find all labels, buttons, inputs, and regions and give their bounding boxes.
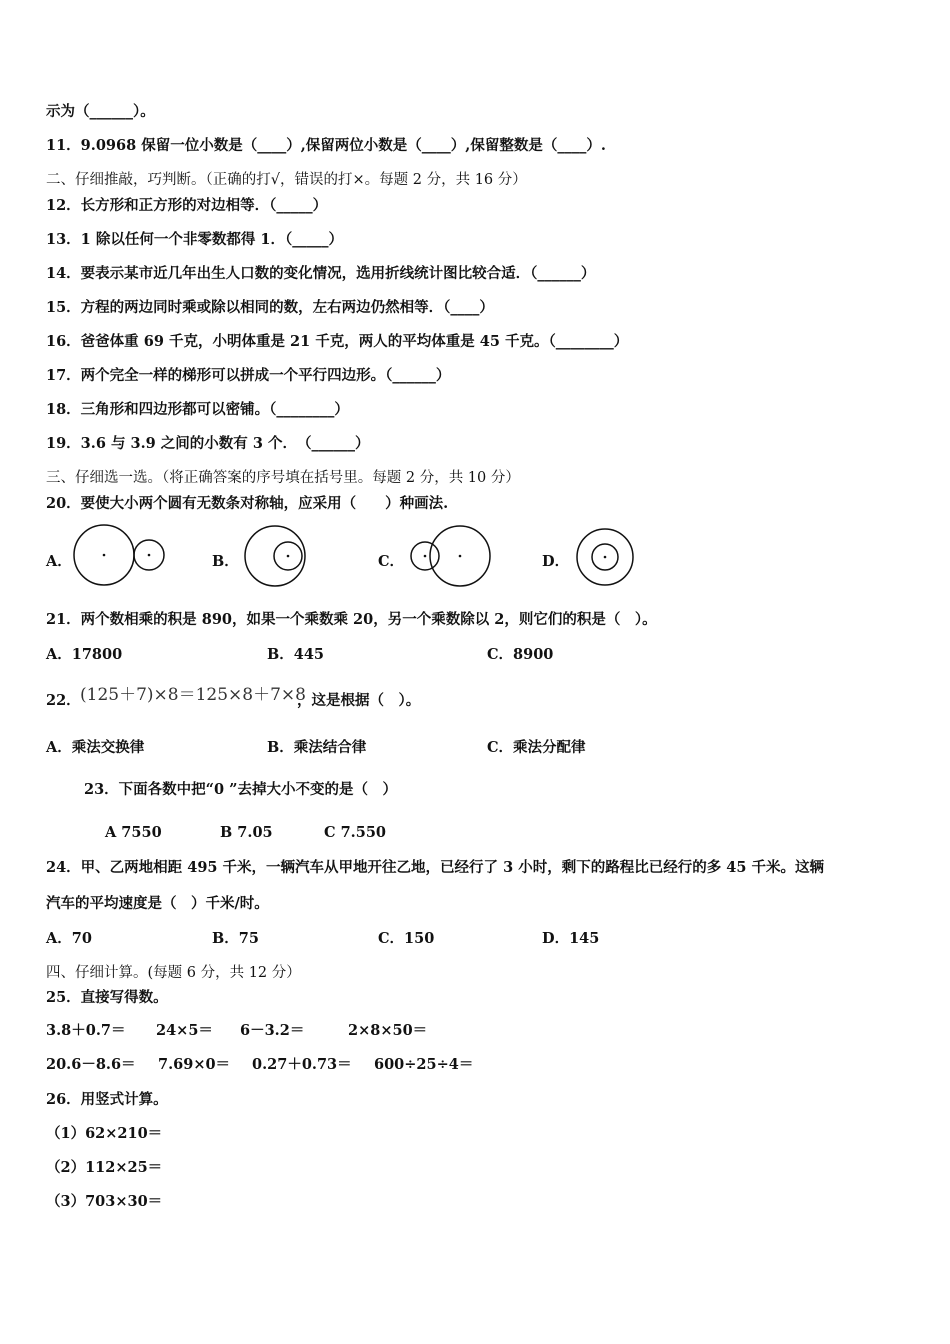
q23-option-a: A 7550 <box>105 824 162 841</box>
q26-item-1: （1）62×210＝ <box>46 1125 163 1142</box>
question-26: 26．用竖式计算。 <box>46 1091 168 1108</box>
question-25: 25．直接写得数。 <box>46 989 168 1006</box>
q25-item: 2×8×50＝ <box>348 1022 428 1039</box>
q20-option-d-figure <box>570 520 650 592</box>
q20-option-d-label: D． <box>542 553 570 570</box>
q26-item-2: （2）112×25＝ <box>46 1159 163 1176</box>
question-16: 16．爸爸体重 69 千克，小明体重是 21 千克，两人的平均体重是 45 千克。（________） <box>46 333 629 350</box>
question-24-line-1: 24．甲、乙两地相距 495 千米，一辆汽车从甲地开往乙地，已经行了 3 小时，剩下的路程比已经行的多 45 千米。这辆 <box>46 859 824 876</box>
q20-option-b-figure <box>240 520 320 592</box>
q25-item: 0.27＋0.73＝ <box>252 1056 352 1073</box>
q22-formula: (125＋7)×8＝125×8＋7×8 <box>80 685 306 705</box>
question-11: 11．9.0968 保留一位小数是（____）,保留两位小数是（____）,保留整数是（____）. <box>46 137 606 154</box>
q20-option-a-figure <box>70 520 170 592</box>
section-3-heading: 三、仔细选一选。（将正确答案的序号填在括号里。每题 2 分，共 10 分） <box>46 470 520 486</box>
q20-option-c-label: C． <box>378 553 405 570</box>
q26-item-3: （3）703×30＝ <box>46 1193 163 1210</box>
question-17: 17．两个完全一样的梯形可以拼成一个平行四边形。（______） <box>46 367 451 384</box>
question-14: 14．要表示某市近几年出生人口数的变化情况，选用折线统计图比较合适．（______） <box>46 265 596 282</box>
question-20: 20．要使大小两个圆有无数条对称轴，应采用（ ）种画法. <box>46 495 449 512</box>
question-15: 15．方程的两边同时乘或除以相同的数，左右两边仍然相等．（____） <box>46 299 494 316</box>
q20-option-a-label: A． <box>46 553 72 570</box>
q25-item: 600÷25÷4＝ <box>374 1056 474 1073</box>
q24-option-d: D．145 <box>542 930 600 947</box>
q25-item: 6－3.2＝ <box>240 1022 305 1039</box>
question-22: 22． <box>46 692 81 709</box>
question-13: 13．1 除以任何一个非零数都得 1．（_____） <box>46 231 343 248</box>
question-21: 21．两个数相乘的积是 890，如果一个乘数乘 20，另一个乘数除以 2，则它们的积是（ ）。 <box>46 611 657 628</box>
q24-option-b: B．75 <box>212 930 259 947</box>
question-24-line-2: 汽车的平均速度是（ ）千米/时。 <box>46 895 269 912</box>
q25-item: 24×5＝ <box>156 1022 213 1039</box>
q24-option-c: C．150 <box>378 930 435 947</box>
question-19: 19．3.6 与 3.9 之间的小数有 3 个． （______） <box>46 435 370 452</box>
q22-option-c: C．乘法分配律 <box>487 739 586 756</box>
line-continuation: 示为（______）。 <box>46 103 155 120</box>
question-12: 12．长方形和正方形的对边相等．（_____） <box>46 197 328 214</box>
q20-option-c-figure <box>404 520 504 592</box>
question-22-tail: ，这是根据（ ）。 <box>297 692 421 709</box>
q21-option-b: B．445 <box>267 646 325 663</box>
q24-option-a: A．70 <box>46 930 92 947</box>
q23-option-b: B 7.05 <box>220 824 273 841</box>
q25-item: 20.6－8.6＝ <box>46 1056 136 1073</box>
question-18: 18．三角形和四边形都可以密铺。（________） <box>46 401 349 418</box>
q22-option-a: A．乘法交换律 <box>46 739 145 756</box>
q22-option-b: B．乘法结合律 <box>267 739 367 756</box>
q21-option-a: A．17800 <box>46 646 123 663</box>
q25-item: 7.69×0＝ <box>158 1056 231 1073</box>
question-23: 23．下面各数中把“0 ”去掉大小不变的是（ ） <box>84 781 397 798</box>
q23-option-c: C 7.550 <box>324 824 386 841</box>
section-2-heading: 二、仔细推敲，巧判断。（正确的打√，错误的打×。每题 2 分，共 16 分） <box>46 172 527 188</box>
q20-option-b-label: B． <box>212 553 239 570</box>
q21-option-c: C．8900 <box>487 646 554 663</box>
q25-item: 3.8＋0.7＝ <box>46 1022 126 1039</box>
section-4-heading: 四、仔细计算。(每题 6 分，共 12 分） <box>46 965 301 981</box>
